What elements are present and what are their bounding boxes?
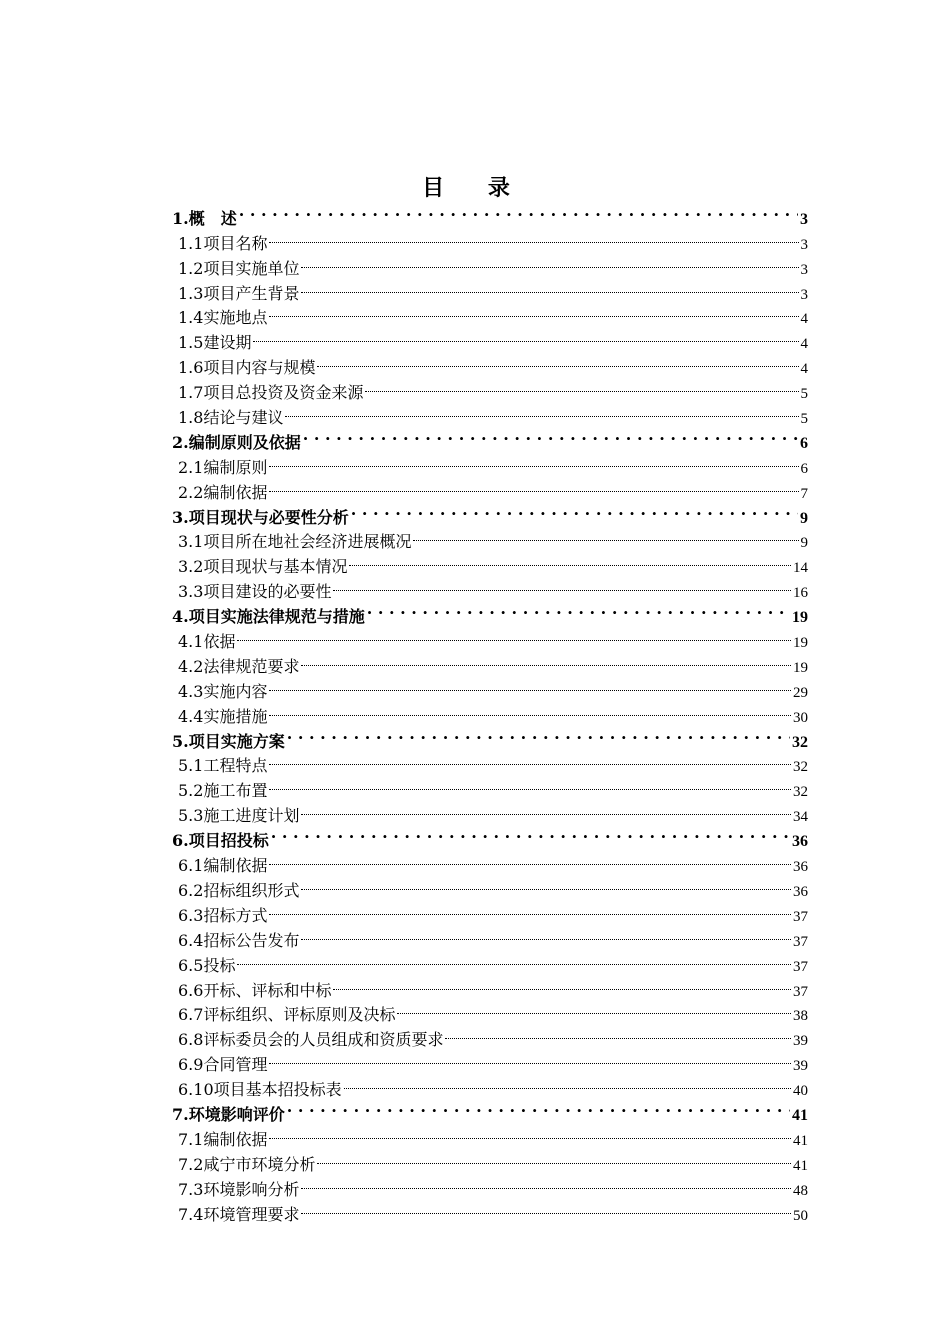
toc-entry-label: 6.8评标委员会的人员组成和资质要求 <box>178 1030 444 1050</box>
toc-entry-label: 4.4实施措施 <box>178 706 268 726</box>
toc-page-number: 3 <box>800 210 808 228</box>
toc-dot-leader <box>287 722 790 747</box>
toc-entry-label: 3.1项目所在地社会经济进展概况 <box>178 532 412 552</box>
toc-entry-label: 6.4招标公告发布 <box>178 930 300 950</box>
toc-page-number: 37 <box>793 908 808 925</box>
toc-page-number: 19 <box>792 609 808 627</box>
toc-dot-leader <box>301 921 791 946</box>
toc-page-number: 41 <box>793 1132 808 1149</box>
toc-dot-leader <box>239 199 798 224</box>
toc-dot-leader <box>269 224 798 249</box>
toc-entry-label: 5.1工程特点 <box>178 756 268 776</box>
toc-page-number: 41 <box>793 1157 808 1174</box>
toc-dot-leader <box>317 1145 791 1170</box>
toc-entry-label: 6.10项目基本招投标表 <box>178 1080 342 1100</box>
toc-dot-leader <box>269 896 791 921</box>
toc-entry-label: 6.2招标组织形式 <box>178 880 300 900</box>
toc-dot-leader <box>301 1170 791 1195</box>
toc-page-number: 37 <box>793 958 808 975</box>
toc-entry-label: 3.2项目现状与基本情况 <box>178 557 348 577</box>
toc-entry-label: 1.6项目内容与规模 <box>178 358 316 378</box>
toc-entry-label: 4.3实施内容 <box>178 681 268 701</box>
toc-page-number: 36 <box>793 859 808 876</box>
toc-dot-leader <box>333 572 791 597</box>
toc-dot-leader <box>351 498 798 523</box>
toc-page-number: 16 <box>793 585 808 602</box>
toc-entry-label: 7.3环境影响分析 <box>178 1179 300 1199</box>
toc-page-number: 36 <box>793 883 808 900</box>
toc-dot-leader <box>271 821 790 846</box>
toc-entry-label: 5.3施工进度计划 <box>178 806 300 826</box>
toc-dot-leader <box>301 796 791 821</box>
toc-dot-leader <box>269 1045 791 1070</box>
toc-entry-label: 5.2施工布置 <box>178 781 268 801</box>
toc-dot-leader <box>237 946 791 971</box>
toc-dot-leader <box>301 249 798 274</box>
toc-page-number: 6 <box>800 460 808 477</box>
toc-entry-label: 1.4实施地点 <box>178 308 268 328</box>
toc-page-number: 7 <box>800 485 808 502</box>
toc-entry-label: 7.2咸宁市环境分析 <box>178 1154 316 1174</box>
toc-entry-label: 6.项目招投标 <box>172 831 269 851</box>
toc-page-number: 3 <box>800 261 808 278</box>
toc-entry-label: 7.环境影响评价 <box>172 1104 285 1124</box>
toc-dot-leader <box>269 1120 791 1145</box>
toc-page-number: 9 <box>800 509 808 527</box>
toc-page-number: 5 <box>800 386 808 403</box>
toc-entry-label: 2.2编制依据 <box>178 482 268 502</box>
toc-section-entry[interactable] <box>172 622 808 652</box>
toc-entry-label: 4.2法律规范要求 <box>178 656 300 676</box>
toc-section-entry[interactable] <box>172 224 808 253</box>
toc-page-number: 6 <box>800 434 808 452</box>
toc-page-number: 32 <box>792 733 808 751</box>
toc-entry-label: 7.4环境管理要求 <box>178 1204 300 1224</box>
toc-entry-label: 1.1项目名称 <box>178 233 268 253</box>
toc-dot-leader <box>269 771 791 796</box>
toc-dot-leader <box>303 423 798 448</box>
toc-page-number: 48 <box>793 1182 808 1199</box>
toc-page-number: 3 <box>800 286 808 303</box>
toc-page-number: 19 <box>793 635 808 652</box>
toc-page-number: 5 <box>800 411 808 428</box>
toc-entry-label: 3.项目现状与必要性分析 <box>172 507 349 527</box>
toc-dot-leader <box>253 323 798 348</box>
toc-entry-label: 2.1编制原则 <box>178 457 268 477</box>
toc-page-number: 19 <box>793 659 808 676</box>
toc-page-number: 32 <box>793 784 808 801</box>
toc-dot-leader <box>349 547 791 572</box>
toc-page-number: 4 <box>800 336 808 353</box>
toc-section-entry[interactable] <box>172 348 808 378</box>
toc-entry-label: 3.3项目建设的必要性 <box>178 582 332 602</box>
toc-entry-label: 5.项目实施方案 <box>172 731 285 751</box>
toc-page-number: 3 <box>800 236 808 253</box>
toc-entry-label: 6.6开标、评标和中标 <box>178 980 332 1000</box>
toc-entry-label: 7.1编制依据 <box>178 1129 268 1149</box>
toc-section-entry[interactable] <box>172 971 808 1000</box>
toc-entry-label: 1.5建设期 <box>178 333 252 353</box>
toc-dot-leader <box>367 597 790 622</box>
toc-entry-label: 1.8结论与建议 <box>178 408 284 428</box>
toc-entry-label: 2.编制原则及依据 <box>172 432 301 452</box>
toc-chapter-entry[interactable] <box>172 199 808 228</box>
toc-dot-leader <box>413 523 798 548</box>
toc-page-number: 37 <box>793 933 808 950</box>
toc-dot-leader <box>269 697 791 722</box>
toc-page-number: 37 <box>793 983 808 1000</box>
toc-page-number: 34 <box>793 809 808 826</box>
toc-dot-leader <box>301 871 791 896</box>
toc-page-number: 36 <box>792 833 808 851</box>
toc-entry-label: 6.1编制依据 <box>178 856 268 876</box>
toc-entry-label: 6.9合同管理 <box>178 1055 268 1075</box>
toc-section-entry[interactable] <box>172 323 808 353</box>
toc-entry-label: 1.7项目总投资及资金来源 <box>178 383 364 403</box>
toc-page-number: 32 <box>793 759 808 776</box>
toc-page-number: 9 <box>800 535 808 552</box>
toc-dot-leader <box>344 1070 791 1095</box>
toc-entry-label: 6.3招标方式 <box>178 905 268 925</box>
toc-dot-leader <box>365 373 798 398</box>
toc-entry-label: 1.3项目产生背景 <box>178 283 300 303</box>
toc-page-number: 39 <box>793 1058 808 1075</box>
toc-page-number: 41 <box>792 1106 808 1124</box>
toc-dot-leader <box>269 448 798 473</box>
toc-page-number: 30 <box>793 709 808 726</box>
toc-dot-leader <box>287 1095 790 1120</box>
toc-dot-leader <box>269 299 798 324</box>
toc-entry-label: 1.概 述 <box>172 208 237 228</box>
toc-dot-leader <box>445 1020 791 1045</box>
toc-dot-leader <box>301 1195 791 1220</box>
toc-entry-label: 6.5投标 <box>178 955 236 975</box>
toc-dot-leader <box>269 846 791 871</box>
toc-dot-leader <box>237 622 791 647</box>
toc-title: 目 录 <box>422 175 528 201</box>
toc-dot-leader <box>269 672 791 697</box>
toc-section-entry[interactable] <box>172 647 808 676</box>
toc-dot-leader <box>285 398 798 423</box>
toc-entry-label: 1.2项目实施单位 <box>178 258 300 278</box>
toc-dot-leader <box>397 996 791 1021</box>
toc-entry-label: 4.1依据 <box>178 632 236 652</box>
toc-page-number: 38 <box>793 1008 808 1025</box>
toc-page-number: 29 <box>793 684 808 701</box>
toc-page-number: 4 <box>800 311 808 328</box>
toc-entry-label: 6.7评标组织、评标原则及决标 <box>178 1005 396 1025</box>
toc-entry-label: 4.项目实施法律规范与措施 <box>172 607 365 627</box>
toc-dot-leader <box>269 473 798 498</box>
toc-dot-leader <box>269 747 791 772</box>
toc-page-number: 40 <box>793 1083 808 1100</box>
toc-section-entry[interactable] <box>172 946 808 975</box>
toc-page-number: 14 <box>793 560 808 577</box>
table-of-contents <box>172 199 808 1224</box>
toc-page-number: 50 <box>793 1207 808 1224</box>
toc-dot-leader <box>301 274 798 299</box>
toc-dot-leader <box>301 647 791 672</box>
toc-dot-leader <box>317 348 798 373</box>
toc-dot-leader <box>333 971 791 996</box>
toc-page-number: 4 <box>800 361 808 378</box>
toc-page-number: 39 <box>793 1033 808 1050</box>
